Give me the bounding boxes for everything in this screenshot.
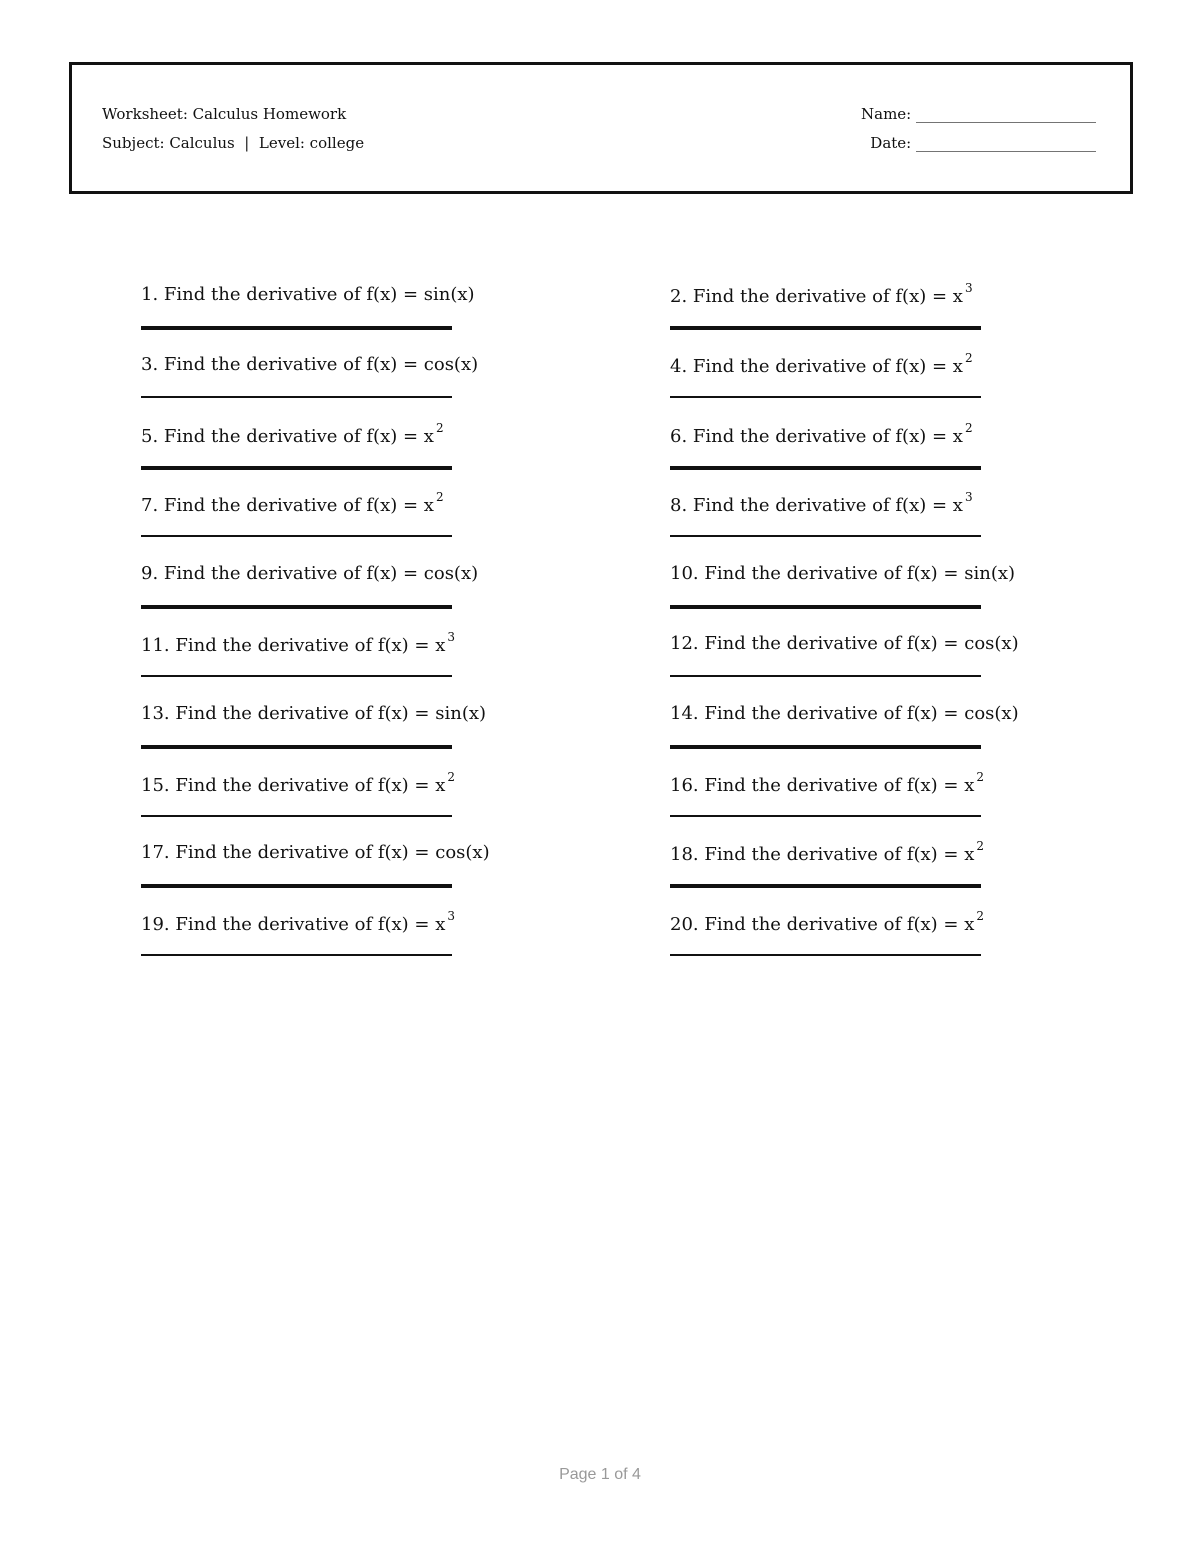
question-prompt: Find the derivative of f(x) =: [704, 633, 965, 654]
question-text: [141, 703, 486, 724]
question-number: 8.: [670, 495, 688, 517]
question-number: 12.: [670, 633, 699, 654]
question-text: [141, 284, 475, 305]
answer-line[interactable]: [670, 815, 981, 817]
function-expression: sin(x): [435, 702, 487, 724]
question-number: 15.: [141, 774, 170, 796]
question-prompt: Find the derivative of f(x) =: [175, 635, 436, 656]
answer-line[interactable]: [141, 675, 452, 677]
function-expression: sin(x): [964, 563, 1016, 585]
answer-line[interactable]: [141, 535, 452, 537]
page-number: Page 1 of 4: [559, 1466, 641, 1483]
question-number: 7.: [141, 495, 159, 517]
question-number: 2.: [670, 286, 688, 307]
question-number: 9.: [141, 563, 159, 585]
question-number: 19.: [141, 914, 170, 936]
function-expression: x: [952, 425, 963, 447]
question-number: 3.: [141, 353, 159, 375]
question-number: 6.: [670, 425, 688, 447]
question-prompt: Find the derivative of f(x) =: [175, 702, 436, 724]
question-prompt: Find the derivative of f(x) =: [163, 495, 424, 517]
question-text: [670, 703, 1019, 724]
name-field[interactable]: Name: ________________________: [861, 105, 1096, 123]
question-prompt: Find the derivative of f(x) =: [704, 774, 965, 796]
answer-line[interactable]: [141, 884, 452, 888]
question-text: [141, 630, 456, 656]
question-prompt: Find the derivative of f(x) =: [704, 702, 965, 724]
question-text: [141, 909, 456, 936]
question-prompt: Find the derivative of f(x) =: [163, 425, 424, 447]
date-field[interactable]: Date: ________________________: [870, 134, 1096, 152]
function-expression: x: [952, 355, 963, 377]
exponent: 3: [964, 281, 973, 295]
function-expression: cos(x): [423, 353, 479, 375]
answer-line[interactable]: [141, 605, 452, 609]
question-prompt: Find the derivative of f(x) =: [163, 353, 424, 375]
function-expression: cos(x): [964, 633, 1019, 654]
answer-line[interactable]: [670, 605, 981, 609]
function-expression: sin(x): [423, 284, 475, 305]
function-expression: cos(x): [435, 842, 490, 864]
exponent: 2: [976, 909, 985, 924]
question-prompt: Find the derivative of f(x) =: [175, 914, 436, 936]
question-number: 18.: [670, 844, 699, 866]
answer-line[interactable]: [141, 954, 452, 956]
question-number: 10.: [670, 563, 699, 585]
question-prompt: Find the derivative of f(x) =: [704, 914, 965, 936]
question-number: 5.: [141, 425, 159, 447]
question-number: 14.: [670, 702, 699, 724]
question-text: [670, 769, 985, 796]
question-text: [670, 839, 985, 866]
question-number: 17.: [141, 842, 170, 864]
exponent: 3: [964, 490, 973, 505]
exponent: 3: [447, 909, 456, 924]
question-text: [141, 420, 444, 447]
answer-line[interactable]: [670, 396, 981, 398]
worksheet-header: [69, 62, 1133, 194]
answer-line[interactable]: [141, 396, 452, 398]
answer-line[interactable]: [670, 326, 981, 330]
answer-line[interactable]: [141, 466, 452, 470]
function-expression: x: [423, 495, 434, 517]
function-expression: cos(x): [964, 702, 1019, 724]
question-text: [670, 420, 973, 447]
answer-line[interactable]: [141, 326, 452, 330]
function-expression: x: [952, 286, 963, 307]
question-number: 13.: [141, 702, 170, 724]
function-expression: x: [964, 914, 975, 936]
question-prompt: Find the derivative of f(x) =: [175, 842, 436, 864]
function-expression: cos(x): [423, 563, 479, 585]
question-prompt: Find the derivative of f(x) =: [692, 425, 953, 447]
question-number: 16.: [670, 774, 699, 796]
exponent: 2: [964, 420, 973, 435]
answer-line[interactable]: [141, 815, 452, 817]
question-prompt: Find the derivative of f(x) =: [692, 495, 953, 517]
question-number: 1.: [141, 284, 159, 305]
question-text: [141, 490, 444, 517]
function-expression: x: [964, 844, 975, 866]
question-prompt: Find the derivative of f(x) =: [704, 844, 965, 866]
question-text: [670, 909, 985, 936]
question-text: [670, 633, 1019, 654]
answer-line[interactable]: [670, 675, 981, 677]
worksheet-title: Worksheet: Calculus Homework: [102, 105, 347, 123]
question-number: 20.: [670, 914, 699, 936]
function-expression: x: [423, 425, 434, 447]
answer-line[interactable]: [670, 884, 981, 888]
question-prompt: Find the derivative of f(x) =: [163, 563, 424, 585]
subject-level: Subject: Calculus | Level: college: [102, 134, 365, 152]
question-text: [670, 281, 973, 307]
answer-line[interactable]: [670, 745, 981, 749]
question-prompt: Find the derivative of f(x) =: [692, 355, 953, 377]
question-text: [141, 842, 490, 863]
question-prompt: Find the derivative of f(x) =: [163, 284, 424, 305]
question-number: 4.: [670, 355, 688, 377]
question-text: [141, 769, 456, 796]
function-expression: x: [435, 774, 446, 796]
answer-line[interactable]: [670, 466, 981, 470]
function-expression: x: [952, 495, 963, 517]
exponent: 2: [447, 769, 456, 784]
exponent: 2: [964, 350, 973, 365]
function-expression: x: [964, 774, 975, 796]
answer-line[interactable]: [670, 535, 981, 537]
question-prompt: Find the derivative of f(x) =: [692, 286, 953, 307]
exponent: 2: [435, 490, 444, 505]
exponent: 2: [976, 839, 985, 854]
question-prompt: Find the derivative of f(x) =: [175, 774, 436, 796]
answer-line[interactable]: [141, 745, 452, 749]
question-text: [670, 490, 973, 517]
answer-line[interactable]: [670, 954, 981, 956]
question-text: [670, 563, 1015, 584]
function-expression: x: [435, 635, 446, 656]
function-expression: x: [435, 914, 446, 936]
exponent: 2: [435, 420, 444, 435]
question-text: [670, 350, 973, 377]
question-number: 11.: [141, 635, 170, 656]
question-prompt: Find the derivative of f(x) =: [704, 563, 965, 585]
question-text: [141, 354, 478, 375]
exponent: 2: [976, 769, 985, 784]
question-text: [141, 563, 478, 584]
exponent: 3: [447, 630, 456, 644]
